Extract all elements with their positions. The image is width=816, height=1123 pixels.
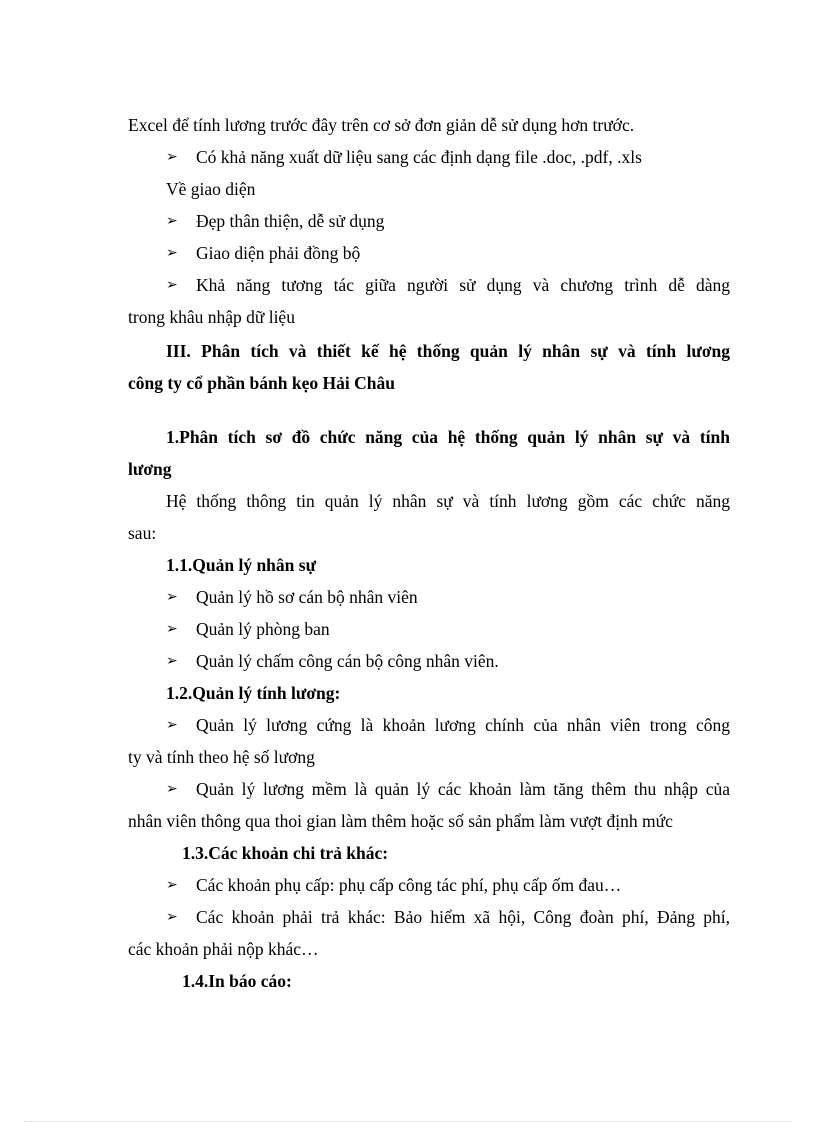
bullet-arrow-icon: ➢ [166, 277, 178, 293]
section-heading-iii: III. Phân tích và thiết kế hệ thống quản lý nhân sự và tính lương [166, 341, 730, 361]
bullet-item-consistent-ui: Giao diện phải đồng bộ [196, 243, 361, 263]
bullet-arrow-icon: ➢ [166, 717, 178, 733]
paragraph-line: các khoản phải nộp khác… [128, 939, 319, 959]
bullet-item-other-payables: Các khoản phải trả khác: Bảo hiểm xã hội, Công đoàn phí, Đảng phí, [196, 907, 730, 927]
heading-1: 1.Phân tích sơ đồ chức năng của hệ thống quản lý nhân sự và tính [166, 427, 730, 447]
bullet-arrow-icon: ➢ [166, 909, 178, 925]
bullet-item-friendly: Đẹp thân thiện, dễ sử dụng [196, 211, 385, 231]
bullet-arrow-icon: ➢ [166, 653, 178, 669]
bullet-arrow-icon: ➢ [166, 781, 178, 797]
bullet-item-profiles: Quản lý hồ sơ cán bộ nhân viên [196, 587, 418, 607]
subheading-interface: Về giao diện [166, 179, 256, 199]
page-bottom-divider [24, 1121, 792, 1122]
heading-1-cont: lương [128, 459, 172, 479]
bullet-arrow-icon: ➢ [166, 877, 178, 893]
bullet-arrow-icon: ➢ [166, 621, 178, 637]
paragraph-line: Excel để tính lương trước đây trên cơ sở đơn giản dễ sử dụng hơn trước. [128, 115, 635, 135]
bullet-item-attendance: Quản lý chấm công cán bộ công nhân viên. [196, 651, 499, 671]
heading-1-3: 1.3.Các khoản chi trả khác: [182, 843, 389, 863]
bullet-item-departments: Quản lý phòng ban [196, 619, 330, 639]
paragraph-line: trong khâu nhập dữ liệu [128, 307, 295, 327]
bullet-item-allowances: Các khoản phụ cấp: phụ cấp công tác phí, phụ cấp ốm đau… [196, 875, 622, 895]
section-heading-iii-cont: công ty cổ phần bánh kẹo Hải Châu [128, 373, 395, 393]
heading-1-2: 1.2.Quản lý tính lương: [166, 683, 341, 703]
bullet-arrow-icon: ➢ [166, 213, 178, 229]
bullet-arrow-icon: ➢ [166, 245, 178, 261]
paragraph-line: nhân viên thông qua thoi gian làm thêm hoặc số sản phẩm làm vượt định mức [128, 811, 673, 831]
heading-1-4: 1.4.In báo cáo: [182, 971, 292, 991]
heading-1-1: 1.1.Quản lý nhân sự [166, 555, 317, 575]
paragraph-line: Hệ thống thông tin quản lý nhân sự và tính lương gồm các chức năng [166, 491, 730, 511]
bullet-item-interaction: Khả năng tương tác giữa người sử dụng và chương trình dễ dàng [196, 275, 730, 295]
bullet-item-fixed-salary: Quản lý lương cứng là khoản lương chính của nhân viên trong công [196, 715, 730, 735]
paragraph-line: sau: [128, 523, 157, 543]
bullet-arrow-icon: ➢ [166, 589, 178, 605]
paragraph-line: ty và tính theo hệ số lương [128, 747, 315, 767]
bullet-arrow-icon: ➢ [166, 149, 178, 165]
bullet-item-export-formats: Có khả năng xuất dữ liệu sang các định dạng file .doc, .pdf, .xls [196, 147, 642, 167]
bullet-item-soft-salary: Quản lý lương mềm là quản lý các khoản làm tăng thêm thu nhập của [196, 779, 730, 799]
